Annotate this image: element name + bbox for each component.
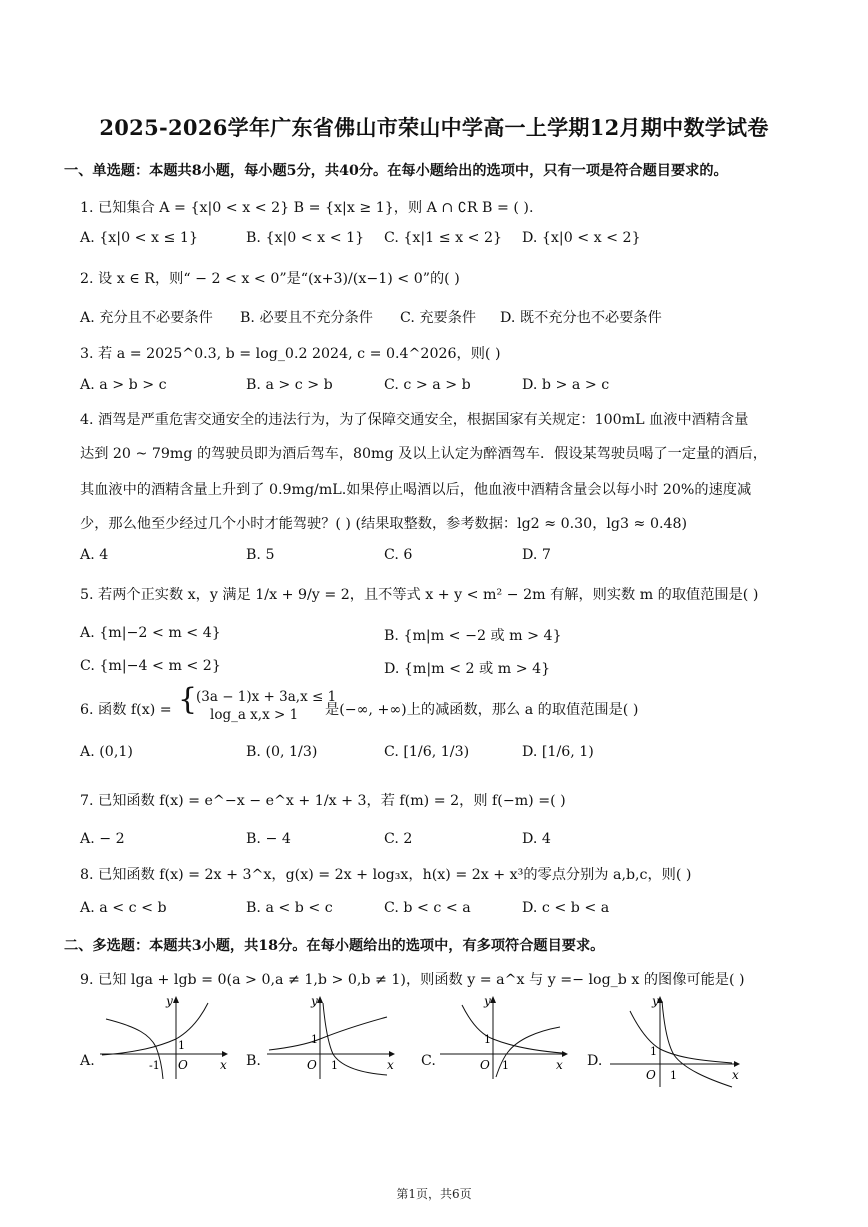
y-axis-label: y xyxy=(484,995,491,1008)
y-axis-label: y xyxy=(652,995,659,1008)
question-2-option-b: B. 必要且不充分条件 xyxy=(240,310,373,326)
tick-label-1: 1 xyxy=(311,1033,318,1046)
question-5-option-a: A. {m|−2 < m < 4} xyxy=(80,625,221,641)
question-6-stem-suffix: 是(−∞, +∞)上的减函数，那么 a 的取值范围是( ) xyxy=(325,702,639,718)
x-axis-label: x xyxy=(556,1058,563,1072)
question-2-stem: 2. 设 x ∈ R，则“ − 2 < x < 0”是“(x+3)/(x−1) < 0”的( ) xyxy=(80,271,460,287)
question-6-stem-prefix: 6. 函数 f(x) = xyxy=(80,702,172,718)
origin-label: O xyxy=(178,1058,188,1072)
question-9-graph-d xyxy=(608,995,743,1090)
section-heading-multi-choice: 二、多选题：本题共3小题，共18分。在每小题给出的选项中，有多项符合题目要求。 xyxy=(64,938,605,954)
exponential-curve xyxy=(462,1005,562,1053)
question-7-option-b: B. − 4 xyxy=(246,831,291,847)
x-axis-arrow xyxy=(222,1051,228,1057)
question-3-stem: 3. 若 a = 2025^0.3, b = log_0.2 2024, c = 0.4^2026，则( ) xyxy=(80,346,501,362)
x-axis-arrow xyxy=(734,1061,740,1067)
y-axis-label: y xyxy=(166,995,173,1008)
question-6-piece-2: log_a x,x > 1 xyxy=(210,707,299,723)
tick-label-1: 1 xyxy=(650,1045,657,1058)
tick-label-1: 1 xyxy=(178,1039,185,1052)
x-axis-label: x xyxy=(732,1068,739,1082)
tick-label-x-1: 1 xyxy=(502,1059,509,1072)
question-9-graph-a xyxy=(98,995,228,1080)
y-axis-arrow xyxy=(173,996,179,1003)
exponential-curve xyxy=(102,1003,208,1055)
page-title: 2025-2026学年广东省佛山市荣山中学高一上学期12月期中数学试卷 xyxy=(99,115,769,140)
question-6-option-a: A. (0,1) xyxy=(80,744,133,760)
x-axis-label: x xyxy=(387,1058,394,1072)
question-1-option-a: A. {x|0 < x ≤ 1} xyxy=(80,230,198,246)
question-1-option-c: C. {x|1 ≤ x < 2} xyxy=(384,230,503,246)
question-9-graph-b xyxy=(265,995,395,1080)
question-9-option-b-label: B. xyxy=(246,1053,261,1069)
origin-label: O xyxy=(307,1058,317,1072)
question-6-piece-1: (3a − 1)x + 3a,x ≤ 1 xyxy=(196,689,337,705)
question-4-option-c: C. 6 xyxy=(384,547,413,563)
question-3-option-c: C. c > a > b xyxy=(384,377,471,393)
question-5-option-b: B. {m|m < −2 或 m > 4} xyxy=(384,628,562,644)
y-axis-label: y xyxy=(311,995,318,1008)
question-4-option-b: B. 5 xyxy=(246,547,275,563)
piecewise-brace: { xyxy=(178,682,198,717)
question-5-stem: 5. 若两个正实数 x，y 满足 1/x + 9/y = 2，且不等式 x + y < m² − 2m 有解，则实数 m 的取值范围是( ) xyxy=(80,587,759,603)
y-axis-arrow xyxy=(490,996,496,1003)
question-7-stem: 7. 已知函数 f(x) = e^−x − e^x + 1/x + 3，若 f(m) = 2，则 f(−m) =( ) xyxy=(80,793,566,809)
question-1-option-d: D. {x|0 < x < 2} xyxy=(522,230,641,246)
question-6-option-b: B. (0, 1/3) xyxy=(246,744,318,760)
question-9-option-d-label: D. xyxy=(587,1053,603,1069)
tick-label-x-1: 1 xyxy=(670,1069,677,1082)
question-8-stem: 8. 已知函数 f(x) = 2x + 3^x，g(x) = 2x + log₃x，h(x) = 2x + x³的零点分别为 a,b,c，则( ) xyxy=(80,867,692,883)
y-axis-arrow xyxy=(317,996,323,1003)
origin-label: O xyxy=(480,1058,490,1072)
question-8-option-b: B. a < b < c xyxy=(246,900,333,916)
question-7-option-d: D. 4 xyxy=(522,831,551,847)
question-6-option-d: D. [1/6, 1) xyxy=(522,744,594,760)
question-9-graph-c xyxy=(438,995,568,1080)
question-4-line-1: 4. 酒驾是严重危害交通安全的违法行为，为了保障交通安全，根据国家有关规定：100mL 血液中酒精含量 xyxy=(80,412,749,428)
question-9-stem: 9. 已知 lga + lgb = 0(a > 0,a ≠ 1,b > 0,b ≠ 1)，则函数 y = a^x 与 y =− log_b x 的图像可能是( ) xyxy=(80,972,745,988)
question-4-line-4: 少，那么他至少经过几个小时才能驾驶？( ) (结果取整数，参考数据：lg2 ≈ 0.30，lg3 ≈ 0.48) xyxy=(80,516,688,532)
x-axis-label: x xyxy=(220,1058,227,1072)
question-5-option-c: C. {m|−4 < m < 2} xyxy=(80,658,221,674)
question-4-line-3: 其血液中的酒精含量上升到了 0.9mg/mL.如果停止喝酒以后，他血液中酒精含量会以每小时 20%的速度减 xyxy=(80,482,752,498)
tick-label-neg-1: -1 xyxy=(149,1059,160,1072)
question-6-option-c: C. [1/6, 1/3) xyxy=(384,744,470,760)
question-7-option-c: C. 2 xyxy=(384,831,413,847)
question-2-option-d: D. 既不充分也不必要条件 xyxy=(500,310,662,326)
question-1-option-b: B. {x|0 < x < 1} xyxy=(246,230,365,246)
question-2-option-a: A. 充分且不必要条件 xyxy=(80,310,213,326)
question-7-option-a: A. − 2 xyxy=(80,831,125,847)
question-4-option-a: A. 4 xyxy=(80,547,109,563)
exponential-curve xyxy=(269,1017,387,1050)
exponential-curve xyxy=(630,1011,732,1063)
question-3-option-d: D. b > a > c xyxy=(522,377,610,393)
question-8-option-c: C. b < c < a xyxy=(384,900,471,916)
question-4-option-d: D. 7 xyxy=(522,547,551,563)
x-axis-arrow xyxy=(389,1051,395,1057)
tick-label-1: 1 xyxy=(484,1033,491,1046)
section-heading-single-choice: 一、单选题：本题共8小题，每小题5分，共40分。在每小题给出的选项中，只有一项是符合题目要求的。 xyxy=(64,163,728,179)
tick-label-x-1: 1 xyxy=(331,1059,338,1072)
question-3-option-b: B. a > c > b xyxy=(246,377,333,393)
question-3-option-a: A. a > b > c xyxy=(80,377,167,393)
question-5-option-d: D. {m|m < 2 或 m > 4} xyxy=(384,661,551,677)
x-axis-arrow xyxy=(562,1051,568,1057)
question-9-option-a-label: A. xyxy=(80,1053,95,1069)
question-8-option-a: A. a < c < b xyxy=(80,900,167,916)
question-2-option-c: C. 充要条件 xyxy=(400,310,477,326)
question-1-stem: 1. 已知集合 A = {x|0 < x < 2} B = {x|x ≥ 1}，则 A ∩ ∁R B = ( ). xyxy=(80,200,534,216)
question-4-line-2: 达到 20 ~ 79mg 的驾驶员即为酒后驾车，80mg 及以上认定为醉酒驾车．假设某驾驶员喝了一定量的酒后， xyxy=(80,446,767,462)
question-8-option-d: D. c < b < a xyxy=(522,900,610,916)
origin-label: O xyxy=(646,1068,656,1082)
question-9-option-c-label: C. xyxy=(421,1053,436,1069)
page-footer: 第1页，共6页 xyxy=(396,1187,472,1201)
